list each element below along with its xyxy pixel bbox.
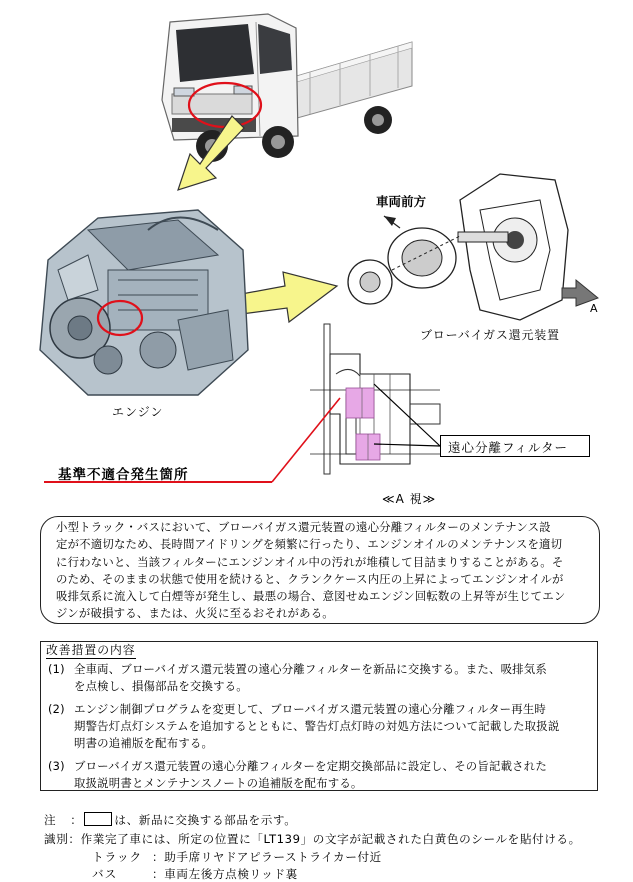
description-line: 小型トラック・バスにおいて、ブローバイガス還元装置の遠心分離フィルターのメンテナンス設	[56, 520, 551, 534]
new-part-swatch	[84, 812, 112, 826]
remedy-line: ブローバイガス還元装置の遠心分離フィルターを定期交換部品に設定し、その旨記載された	[74, 759, 547, 773]
note-text: は、新品に交換する部品を示す。	[114, 813, 297, 827]
note-row: 注 ： は、新品に交換する部品を示す。	[44, 813, 297, 827]
remedy-item	[44, 701, 594, 752]
view-a-marker: A	[590, 302, 598, 315]
vehicle-front-label: 車両前方	[376, 194, 427, 209]
description-line: 定が不適切なため、長時間アイドリングを頻繁に行ったり、エンジンオイルのメンテナンスを適切	[56, 537, 563, 552]
remedy-line: 期警告灯点灯システムを追加するとともに、警告灯点灯時の対処方法について記載した取扱説	[74, 719, 560, 733]
remedy-line: 全車両、ブローバイガス還元装置の遠心分離フィルターを新品に交換する。また、吸排気系	[74, 662, 547, 676]
remedy-title: 改善措置の内容	[46, 643, 136, 657]
remedy-list	[44, 661, 594, 798]
remedy-line: を点検し、損傷部品を交換する。	[74, 679, 248, 693]
remedy-item	[44, 758, 594, 792]
bus-label: バス	[92, 867, 118, 881]
filter-label: 遠心分離フィルター	[448, 440, 569, 455]
remedy-number: (3)	[48, 759, 65, 773]
view-a-label: ≪A 視≫	[382, 492, 437, 506]
remedy-line: 明書の追補版を配布する。	[74, 736, 214, 750]
remedy-number: (2)	[48, 702, 65, 716]
identification-label: 識別	[44, 832, 69, 846]
description-line: に行わないと、当該フィルターにエンジンオイル中の汚れが堆積して目詰まりすることがある。そ	[56, 554, 564, 569]
description-line: のため、そのままの状態で使用を続けると、クランクケース内圧の上昇によってエンジンオイルが	[56, 571, 564, 586]
truck-location-row: トラック ：助手席リヤドアピラーストライカー付近	[92, 850, 382, 864]
engine-label: エンジン	[112, 405, 164, 419]
remedy-item	[44, 661, 594, 695]
remedy-number: (1)	[48, 662, 65, 676]
truck-location-text: 助手席リヤドアピラーストライカー付近	[164, 850, 382, 864]
description-line: ジンが破損する、または、火災に至るおそれがある。	[56, 606, 334, 621]
bus-location-row: バス ：車両左後方点検リッド裏	[92, 867, 298, 881]
identification-text: 作業完了車には、所定の位置に「LT139」の文字が記載された白黄色のシールを貼付ける。	[80, 832, 581, 846]
remedy-line: エンジン制御プログラムを変更して、ブローバイガス還元装置の遠心分離フィルター再生時	[74, 702, 547, 716]
note-label: 注	[44, 813, 57, 827]
identification-row: 識別：作業完了車には、所定の位置に「LT139」の文字が記載された白黄色のシールを貼付ける。	[44, 832, 581, 846]
bus-location-text: 車両左後方点検リッド裏	[164, 867, 298, 881]
noncompliance-label: 基準不適合発生箇所	[58, 467, 189, 483]
remedy-line: 取扱説明書とメンテナンスノートの追補版を配布する。	[74, 776, 363, 790]
blowby-device-label: ブローバイガス還元装置	[420, 328, 560, 342]
truck-label: トラック	[92, 850, 143, 864]
description-text	[56, 519, 592, 623]
description-line: 吸排気系に流入して白煙等が発生し、最悪の場合、意図せぬエンジン回転数の上昇等が生じてエン	[56, 589, 566, 604]
